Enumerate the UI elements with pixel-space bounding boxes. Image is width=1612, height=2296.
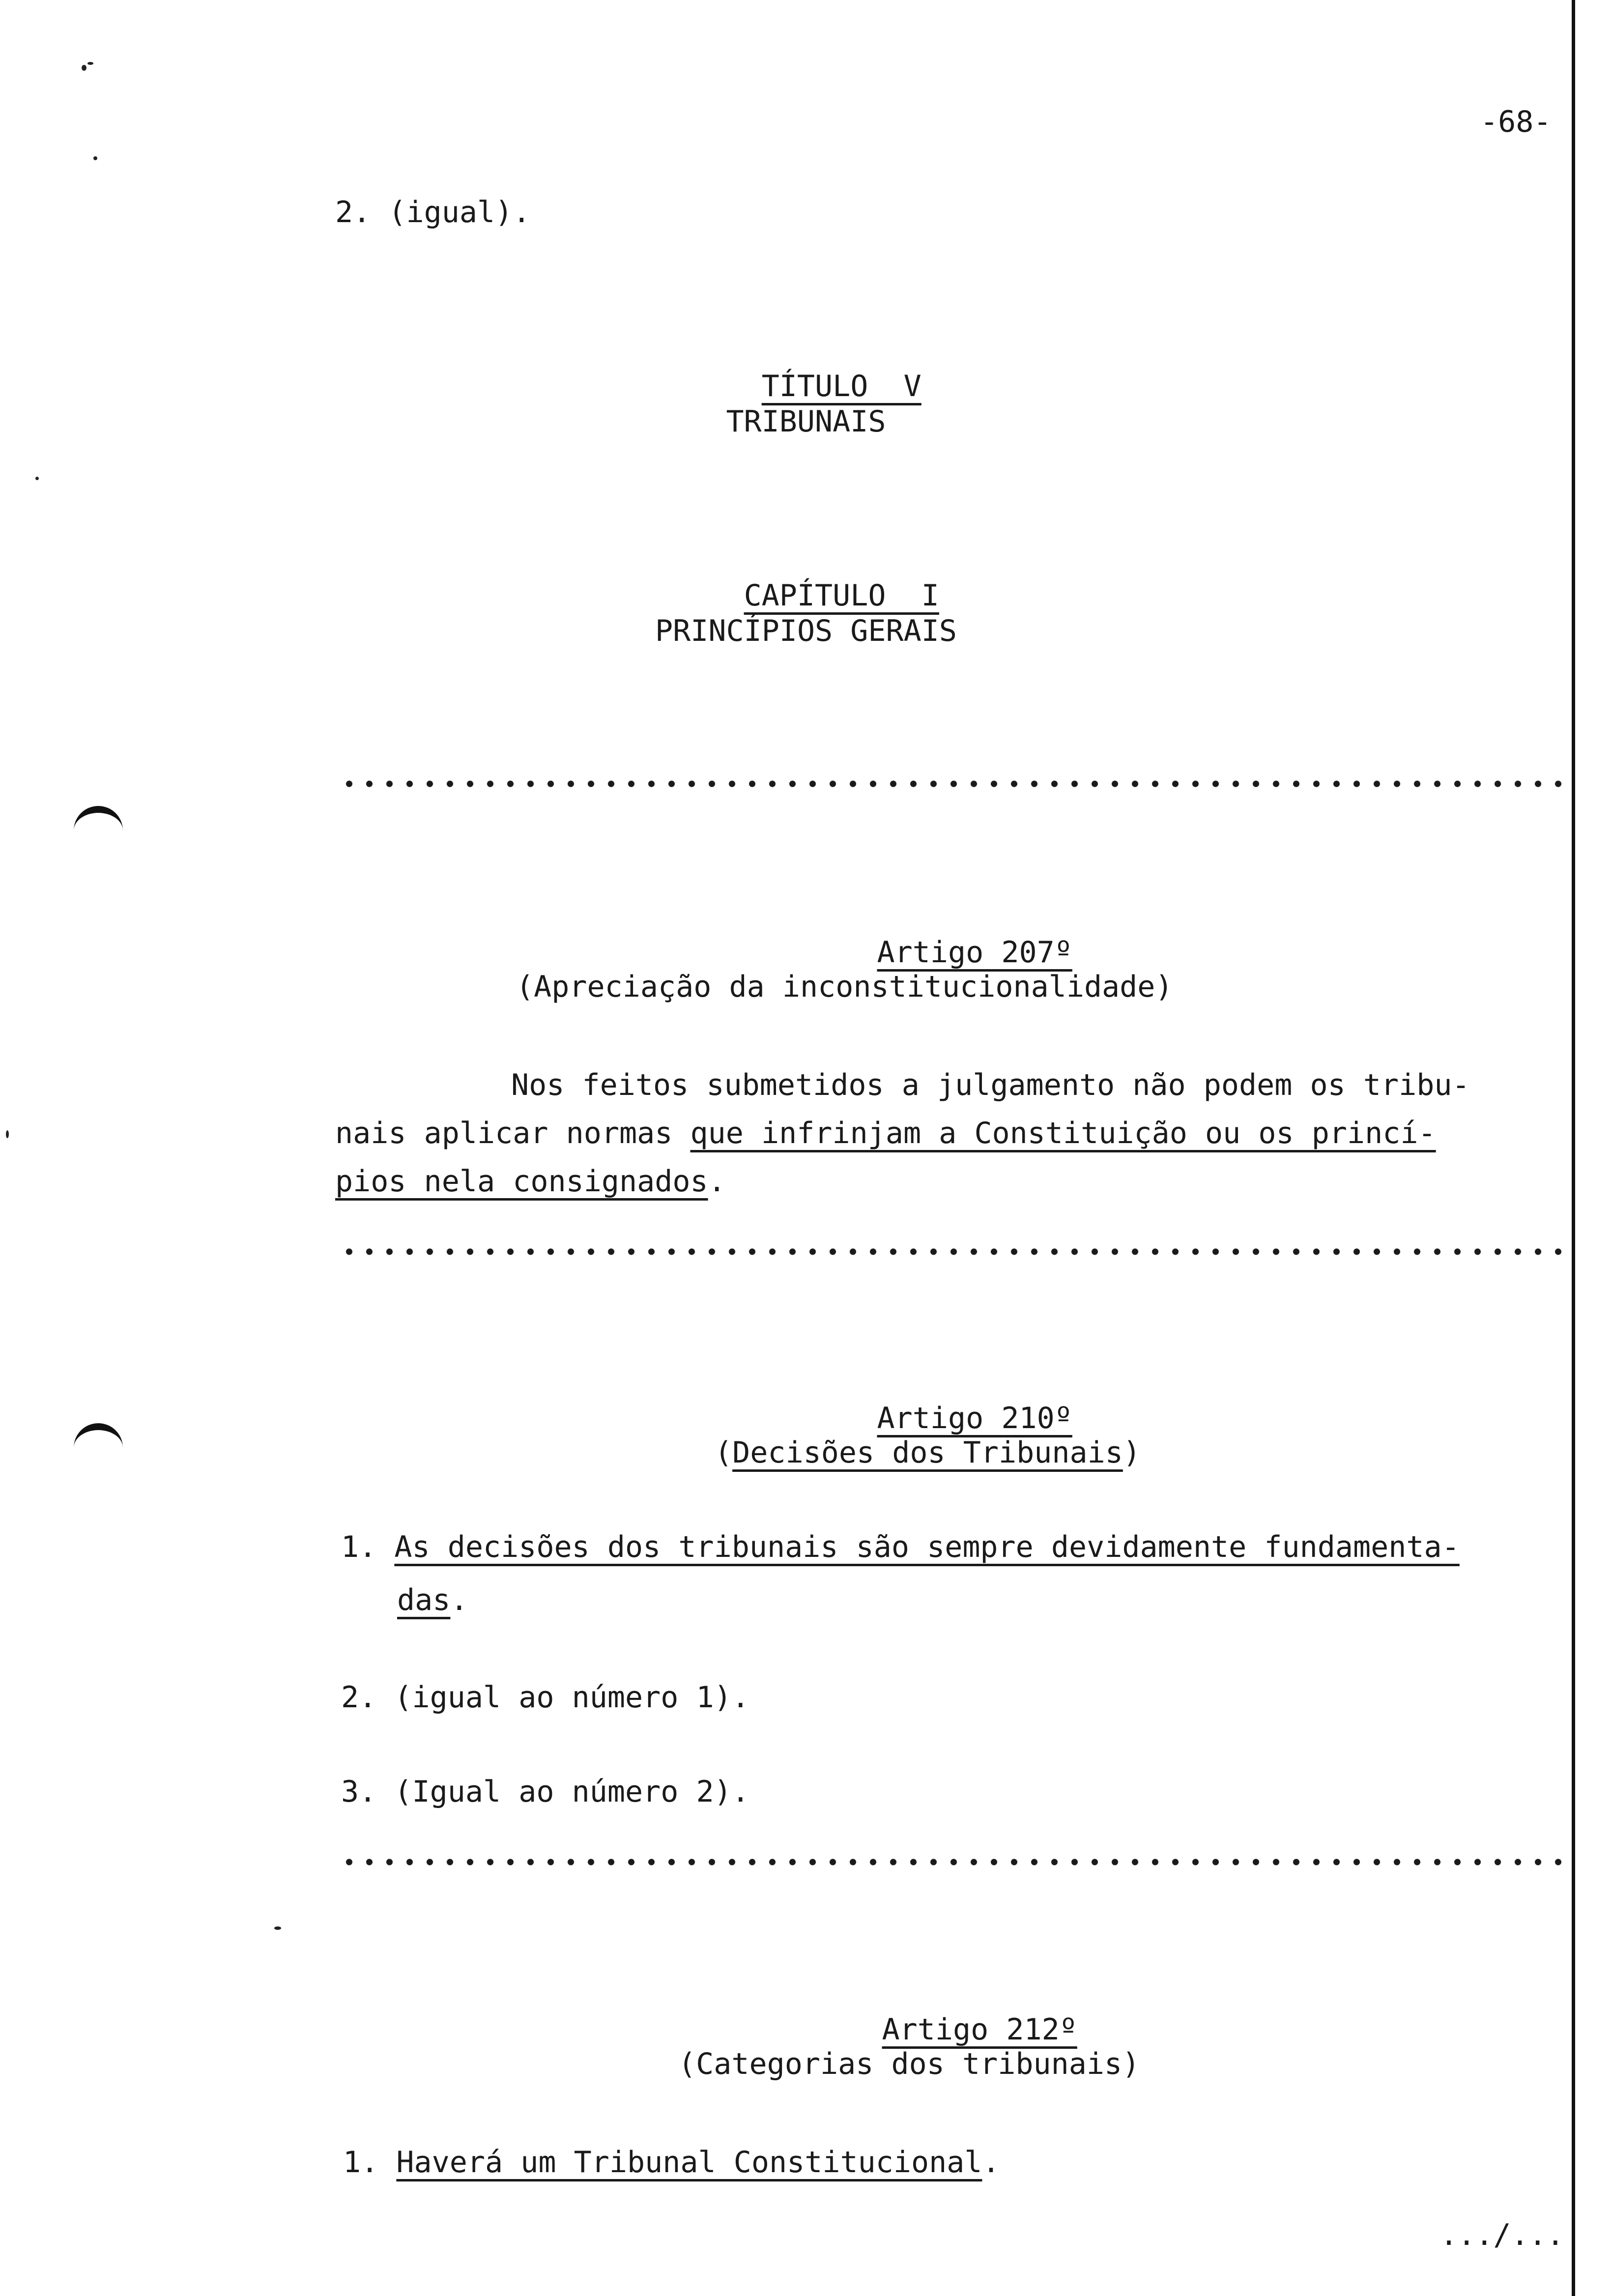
scan-speck xyxy=(82,65,86,71)
page-number: -68- xyxy=(1480,105,1552,139)
article-207-text: nais aplicar normas xyxy=(335,1116,691,1150)
article-207-text: . xyxy=(708,1164,726,1199)
article-207-body-line xyxy=(335,1164,726,1199)
chapter-name: PRINCÍPIOS GERAIS xyxy=(655,614,957,648)
scan-speck xyxy=(274,1926,281,1930)
scan-speck xyxy=(35,477,39,480)
article-210-item-3: 3. (Igual ao número 2). xyxy=(341,1775,749,1809)
article-212-item-1 xyxy=(343,2145,1000,2180)
item-number: 1. xyxy=(341,1530,395,1564)
article-207-body-line: Nos feitos submetidos a julgamento não podem os tribu- xyxy=(511,1068,1470,1102)
article-210-subtitle xyxy=(715,1435,1141,1470)
article-210-subtitle-close: ) xyxy=(1123,1435,1141,1470)
item-number: 1. xyxy=(343,2145,397,2180)
chapter-label: CAPÍTULO I xyxy=(744,578,939,613)
scan-speck xyxy=(93,156,97,160)
paragraph-item: 2. (igual). xyxy=(335,195,531,230)
ellipsis-separator xyxy=(339,780,1570,787)
article-212-item-1-text: Haverá um Tribunal Constitucional xyxy=(396,2145,982,2180)
article-207-underlined-text: pios nela consignados xyxy=(335,1164,708,1199)
title-name: TRIBUNAIS xyxy=(726,404,886,439)
article-210-label: Artigo 210º xyxy=(877,1401,1072,1435)
scan-speck xyxy=(6,1130,9,1138)
ellipsis-separator xyxy=(339,1248,1570,1255)
article-207-body-line xyxy=(335,1116,1436,1150)
article-212-subtitle: (Categorias dos tribunais) xyxy=(678,2047,1140,2081)
ellipsis-separator xyxy=(339,1859,1570,1866)
article-210-item-1 xyxy=(341,1532,1460,1562)
article-210-item-1-text: das xyxy=(397,1583,451,1617)
article-207-label: Artigo 207º xyxy=(877,935,1072,970)
article-210-item-1-continuation xyxy=(397,1585,468,1615)
scan-speck xyxy=(87,62,93,65)
article-210-item-1-text: As decisões dos tribunais são sempre devidamente fundamenta- xyxy=(394,1530,1460,1564)
article-212-label: Artigo 212º xyxy=(882,2012,1077,2047)
punch-hole-mark xyxy=(74,1423,123,1460)
article-210-item-1-end: . xyxy=(450,1583,468,1617)
continuation-marker: .../... xyxy=(1440,2218,1564,2252)
article-210-item-2: 2. (igual ao número 1). xyxy=(341,1680,749,1715)
title-label: TÍTULO V xyxy=(761,369,921,403)
punch-hole-mark xyxy=(74,806,123,842)
article-207-subtitle: (Apreciação da inconstitucionalidade) xyxy=(516,970,1173,1004)
article-207-underlined-text: que infrinjam a Constituição ou os princí- xyxy=(690,1116,1436,1150)
article-212-item-1-end: . xyxy=(982,2145,1000,2180)
article-210-subtitle-open: ( xyxy=(715,1435,733,1470)
article-210-subtitle-text: Decisões dos Tribunais xyxy=(732,1435,1123,1470)
